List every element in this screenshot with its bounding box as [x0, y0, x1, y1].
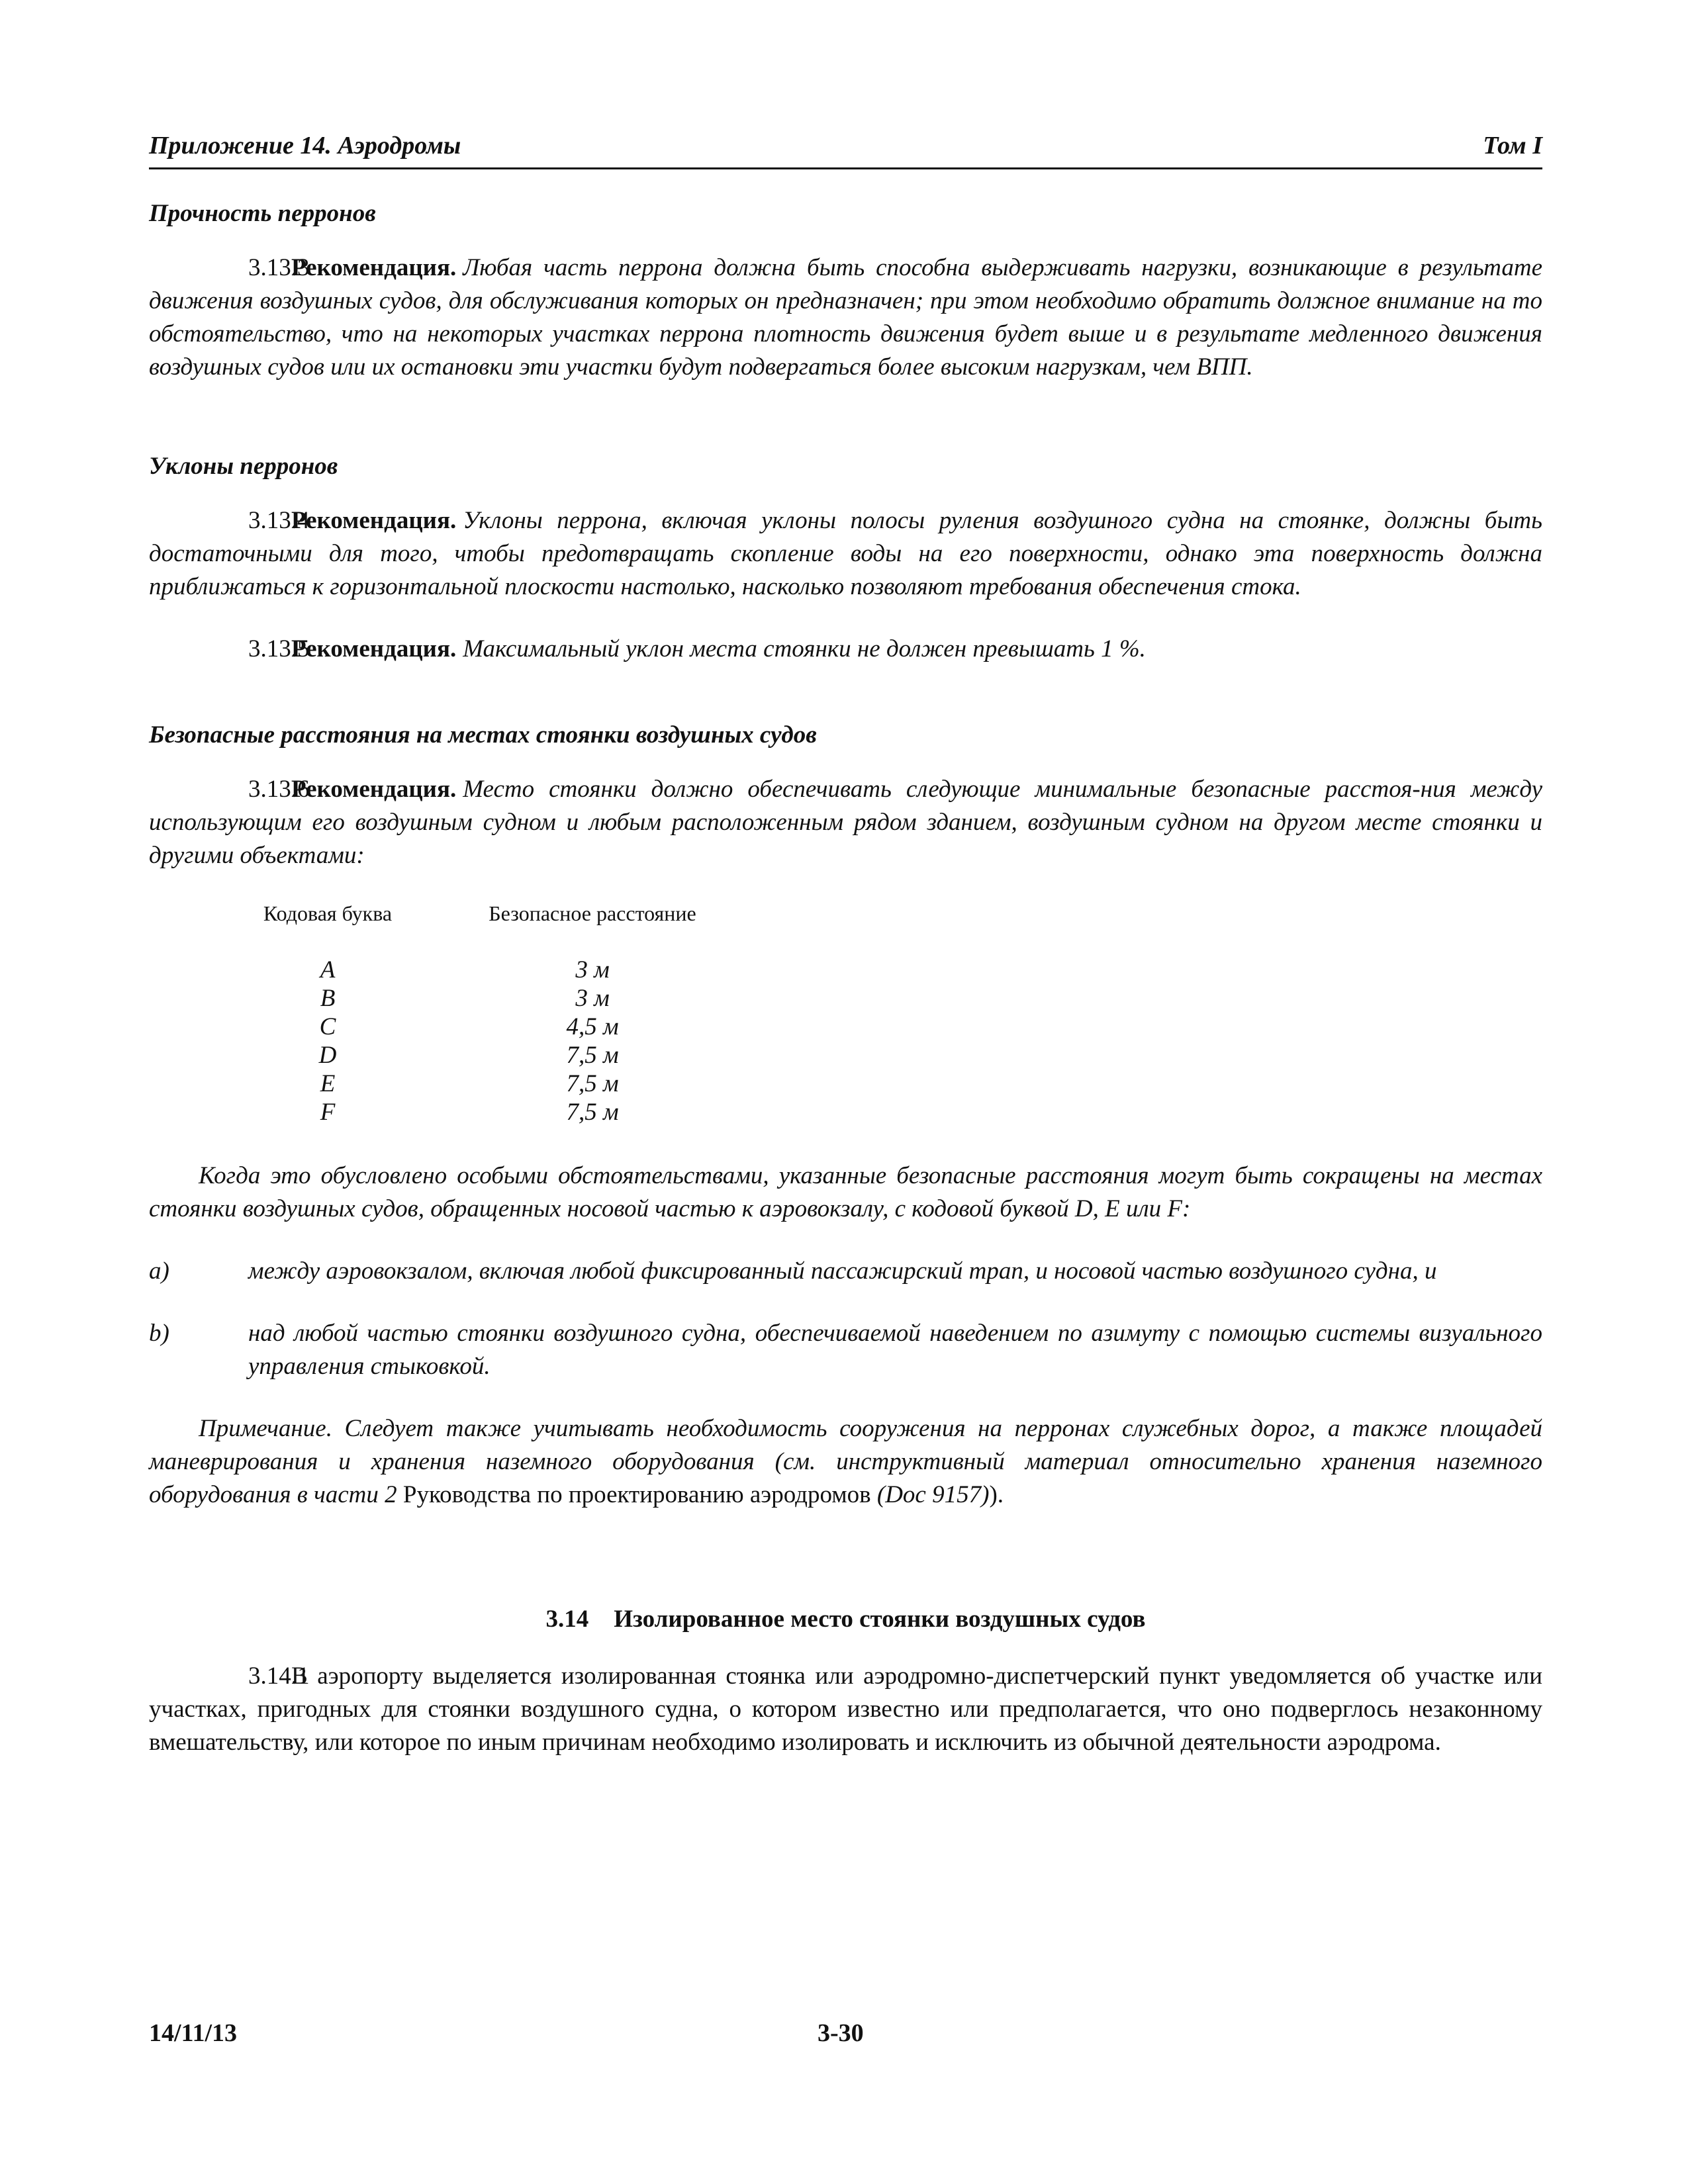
paragraph-number: 3.14.1	[248, 1662, 310, 1690]
note-closing: ).	[989, 1481, 1004, 1508]
clearance-table	[218, 899, 748, 1126]
code-letter-cell: E	[320, 1070, 336, 1097]
table-row	[218, 956, 748, 984]
paragraph-reduced-clearances: Когда это обусловлено особыми обстоятельствами, указанные безопасные расстояния могут быть сокращены на местах стоянки воздушных судов, обращенных носовой частью к аэровокзалу, с кодовой буквой D, E или F:	[149, 1162, 1542, 1222]
list-text: над любой частью стоянки воздушного судна, обеспечиваемой наведением по азимуту с помощью системы визуального управления стыковкой.	[248, 1320, 1542, 1380]
header-title: Приложение 14. Аэродромы	[149, 132, 461, 159]
note-paragraph	[149, 1412, 1542, 1512]
subheading-stand-clearances: Безопасные расстояния на местах стоянки воздушных судов	[149, 721, 817, 749]
recommendation-label: Рекомендация.	[291, 507, 457, 534]
code-letter-cell: D	[318, 1042, 337, 1069]
footer-date: 14/11/13	[149, 2019, 238, 2047]
note-text: Примечание. Следует также учитывать необходимость сооружения на перронах служебных дорог, а также площадей маневрирования и хранения наземного оборудования (см. инструктивный материал относительно хранения наземного оборудования в части 2	[149, 1415, 1542, 1508]
code-letter-cell: B	[320, 985, 336, 1012]
section-title: Изолированное место стоянки воздушных судов	[614, 1606, 1146, 1633]
table-row	[218, 1013, 748, 1041]
manual-title: Руководства по проектированию аэродромов	[402, 1481, 871, 1508]
paragraph-text: Любая часть перрона должна быть способна выдерживать нагрузки, возникающие в результате движения воздушных судов, для обслуживания которых он предназначен; при этом необходимо обратить должное внимание на то обстоятельство, что на некоторых участках перрона плотность движения будет выше и в результате медленного движения воздушных судов или их остановки эти участки будут подвергаться более высоким нагрузкам, чем ВПП.	[149, 254, 1542, 381]
recommendation-label: Рекомендация.	[291, 776, 457, 803]
paragraph-3-13-5	[149, 633, 1542, 666]
paragraph-text: В аэропорту выделяется изолированная стоянка или аэродромно-диспетчерский пункт уведомляется об участке или участках, пригодных для стоянки воздушного судна, о котором известно или предполагается, что оно подверглось незаконному вмешательству, или которое по иным причинам необходимо изолировать и исключить из обычной деятельности аэродрома.	[149, 1662, 1542, 1756]
list-item	[149, 1317, 1542, 1383]
subheading-apron-strength: Прочность перронов	[149, 200, 376, 227]
table-header-row	[218, 899, 748, 928]
clearance-cell: 3 м	[575, 985, 610, 1012]
paragraph-number: 3.13.4	[248, 507, 310, 534]
recommendation-label: Рекомендация.	[291, 254, 457, 281]
clearance-cell: 4,5 м	[566, 1013, 619, 1040]
paragraph-text: Место стоянки должно обеспечивать следующие минимальные безопасные расстоя-ния между использующим его воздушным судном и любым расположенным рядом зданием, воздушным судном на другом месте стоянки и другими объектами:	[149, 776, 1542, 869]
clearance-cell: 7,5 м	[566, 1099, 619, 1126]
table-row	[218, 1098, 748, 1126]
section-heading-3-14	[149, 1603, 1542, 1636]
paragraph-3-14-1	[149, 1660, 1542, 1759]
code-letter-cell: F	[320, 1099, 336, 1126]
table-body	[218, 956, 748, 1126]
subheading-apron-slopes: Уклоны перронов	[149, 453, 338, 480]
paragraph-3-13-4	[149, 504, 1542, 604]
paragraph-text: Максимальный уклон места стоянки не должен превышать 1 %.	[463, 635, 1146, 662]
clearance-cell: 3 м	[575, 956, 610, 983]
table-row	[218, 1041, 748, 1069]
list-item	[149, 1255, 1542, 1288]
paragraph-number: 3.13.3	[248, 254, 310, 281]
list-label: a)	[149, 1257, 169, 1285]
paragraph-number: 3.13.5	[248, 635, 310, 662]
recommendation-label: Рекомендация.	[291, 635, 457, 662]
table-row	[218, 984, 748, 1013]
header-volume: Том I	[1483, 132, 1542, 159]
document-page	[149, 129, 1542, 1759]
code-letter-cell: C	[319, 1013, 336, 1040]
section-number: 3.14	[545, 1606, 589, 1633]
clearance-cell: 7,5 м	[566, 1070, 619, 1097]
doc-reference: (Doc 9157)	[870, 1481, 990, 1508]
list-label: b)	[149, 1320, 169, 1347]
code-letter-cell: A	[320, 956, 336, 983]
running-header	[149, 129, 1542, 169]
column-header-clearance: Безопасное расстояние	[489, 901, 696, 925]
list-text: между аэровокзалом, включая любой фиксированный пассажирский трап, и носовой частью воздушного судна, и	[248, 1257, 1437, 1285]
paragraph-3-13-3	[149, 251, 1542, 384]
column-header-code-letter: Кодовая буква	[263, 901, 393, 925]
paragraph-number: 3.13.6	[248, 776, 310, 803]
table-row	[218, 1069, 748, 1098]
page-number: 3-30	[818, 2019, 864, 2047]
paragraph-text: Уклоны перрона, включая уклоны полосы руления воздушного судна на стоянке, должны быть достаточными для того, чтобы предотвращать скопление воды на его поверхности, однако эта поверхность должна приближаться к горизонтальной плоскости настолько, насколько позволяют требования обеспечения стока.	[149, 507, 1542, 600]
clearance-cell: 7,5 м	[566, 1042, 619, 1069]
paragraph-3-13-6	[149, 773, 1542, 872]
